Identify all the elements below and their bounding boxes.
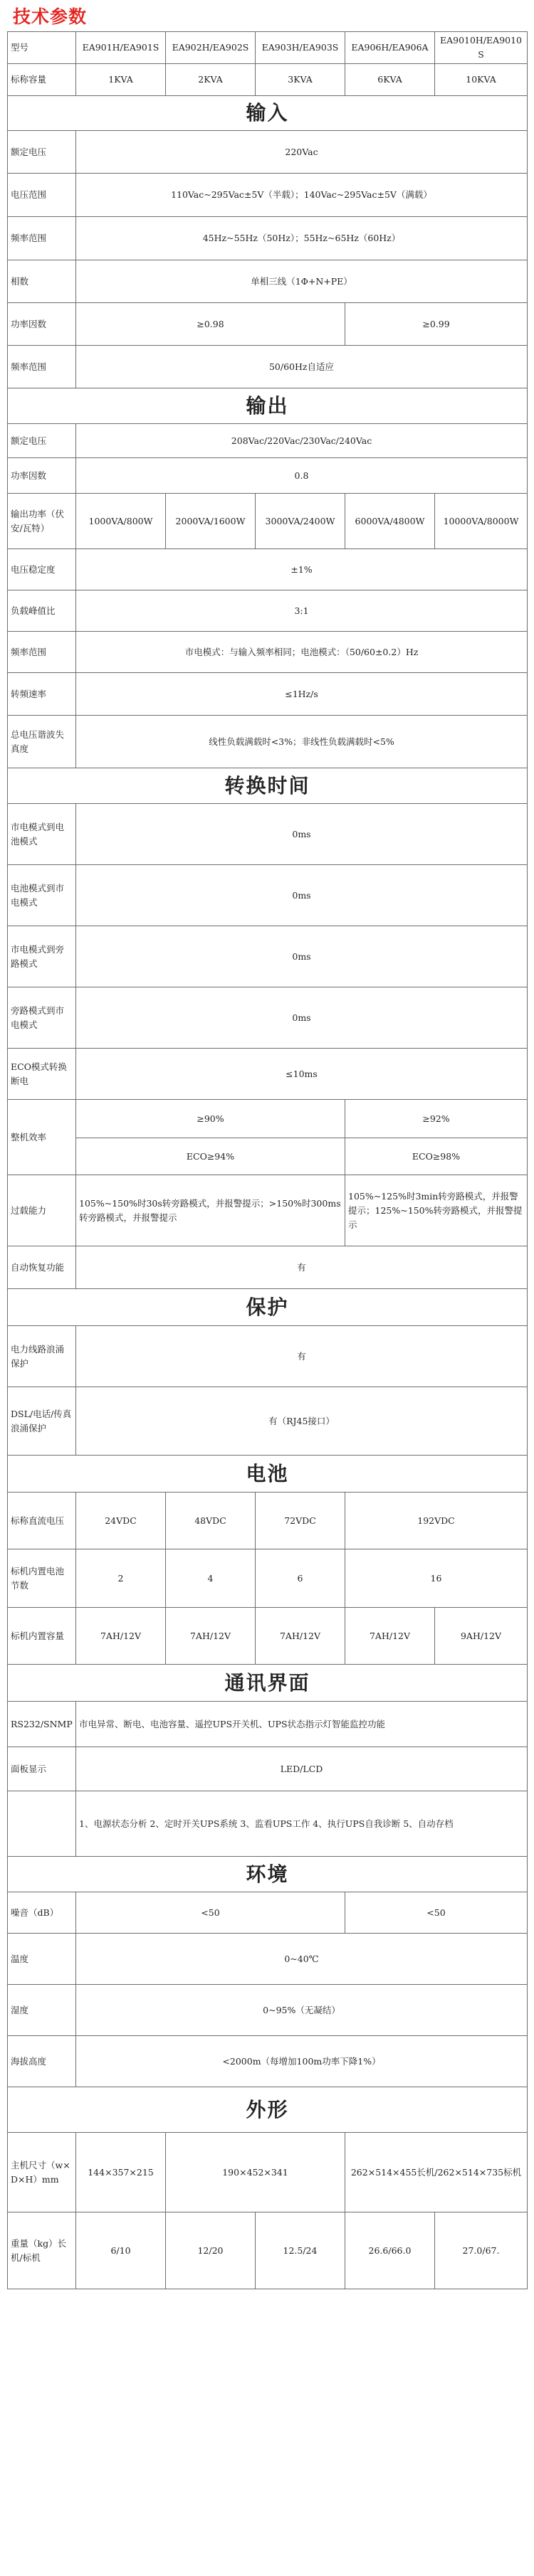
row-value: 105%~125%时3min转旁路模式，并报警提示；125%~150%转旁路模式，并报警提示 <box>345 1175 528 1246</box>
spec-row <box>8 1049 528 1100</box>
spec-row <box>8 1791 528 1857</box>
model-cell: EA903H/EA903S <box>256 32 345 64</box>
row-value: <50 <box>345 1892 528 1934</box>
row-value: LED/LCD <box>76 1747 528 1791</box>
spec-row <box>8 1702 528 1747</box>
row-label: 相数 <box>8 260 76 303</box>
row-label: 市电模式到电池模式 <box>8 804 76 865</box>
row-label: 转频速率 <box>8 673 76 716</box>
spec-row <box>8 1892 528 1934</box>
row-label: 海拔高度 <box>8 2036 76 2087</box>
spec-row <box>8 424 528 458</box>
model-label: 型号 <box>8 32 76 64</box>
row-value: 7AH/12V <box>76 1608 166 1665</box>
row-value: 105%~150%时30s转旁路模式，并报警提示；>150%时300ms转旁路模式，并报警提示 <box>76 1175 345 1246</box>
spec-row <box>8 716 528 768</box>
row-label: 电力线路浪涌保护 <box>8 1326 76 1387</box>
spec-row <box>8 303 528 346</box>
spec-row <box>8 987 528 1049</box>
spec-row <box>8 1387 528 1456</box>
row-value: 110Vac~295Vac±5V（半载）；140Vac~295Vac±5V（满载） <box>76 174 528 217</box>
row-label: 电压稳定度 <box>8 549 76 590</box>
row-value: ECO≥98% <box>345 1138 528 1175</box>
section-heading-environment <box>8 1857 528 1892</box>
section-heading-transfer <box>8 768 528 804</box>
row-label: 负载峰值比 <box>8 590 76 632</box>
row-value: ≥0.99 <box>345 303 528 346</box>
spec-row <box>8 1549 528 1608</box>
row-label: 自动恢复功能 <box>8 1246 76 1289</box>
row-value: 6 <box>256 1549 345 1608</box>
row-value: 有（RJ45接口） <box>76 1387 528 1456</box>
spec-row <box>8 458 528 494</box>
spec-row <box>8 494 528 549</box>
model-row <box>8 32 528 64</box>
row-value: 7AH/12V <box>345 1608 435 1665</box>
row-value: 3:1 <box>76 590 528 632</box>
row-label: 标机内置容量 <box>8 1608 76 1665</box>
row-value: 144×357×215 <box>76 2133 166 2212</box>
row-value: 12.5/24 <box>256 2212 345 2289</box>
spec-row <box>8 1747 528 1791</box>
spec-row <box>8 1138 528 1175</box>
model-cell: EA906H/EA906A <box>345 32 435 64</box>
row-label: RS232/SNMP <box>8 1702 76 1747</box>
row-value: 72VDC <box>256 1493 345 1549</box>
row-value: 50/60Hz自适应 <box>76 346 528 388</box>
spec-table <box>7 31 528 2289</box>
row-value: 192VDC <box>345 1493 528 1549</box>
row-label: 湿度 <box>8 1985 76 2036</box>
row-label: 主机尺寸（w×D×H）mm <box>8 2133 76 2212</box>
row-value: 9AH/12V <box>435 1608 528 1665</box>
spec-row <box>8 590 528 632</box>
row-value: ≥92% <box>345 1100 528 1138</box>
row-value: 220Vac <box>76 131 528 174</box>
row-value: 3000VA/2400W <box>256 494 345 549</box>
section-title: 通讯界面 <box>8 1665 528 1702</box>
row-value: 1、电源状态分析 2、定时开关UPS系统 3、监看UPS工作 4、执行UPS自我诊断 5、自动存档 <box>76 1791 528 1857</box>
capacity-label: 标称容量 <box>8 64 76 96</box>
spec-row <box>8 673 528 716</box>
spec-row <box>8 2133 528 2212</box>
row-value: 6000VA/4800W <box>345 494 435 549</box>
spec-row <box>8 632 528 673</box>
spec-row <box>8 804 528 865</box>
spec-row <box>8 1985 528 2036</box>
row-value: ±1% <box>76 549 528 590</box>
row-label: 标机内置电池节数 <box>8 1549 76 1608</box>
row-value: ECO≥94% <box>76 1138 345 1175</box>
section-heading-output <box>8 388 528 424</box>
row-value: 1000VA/800W <box>76 494 166 549</box>
row-value: 16 <box>345 1549 528 1608</box>
row-label: 旁路模式到市电模式 <box>8 987 76 1049</box>
row-value: 262×514×455长机/262×514×735标机 <box>345 2133 528 2212</box>
capacity-row <box>8 64 528 96</box>
row-value: 0ms <box>76 865 528 926</box>
spec-row <box>8 131 528 174</box>
section-heading-protection <box>8 1289 528 1326</box>
row-label: DSL/电话/传真浪涌保护 <box>8 1387 76 1456</box>
row-label: 过载能力 <box>8 1175 76 1246</box>
spec-row <box>8 1326 528 1387</box>
row-value: 0ms <box>76 987 528 1049</box>
row-value: 2 <box>76 1549 166 1608</box>
row-value: <50 <box>76 1892 345 1934</box>
spec-row <box>8 1175 528 1246</box>
capacity-cell: 3KVA <box>256 64 345 96</box>
row-value: 线性负载满载时<3%；非线性负载满载时<5% <box>76 716 528 768</box>
row-label: 额定电压 <box>8 424 76 458</box>
spec-row <box>8 1246 528 1289</box>
row-value: 有 <box>76 1246 528 1289</box>
spec-row <box>8 1608 528 1665</box>
spec-row <box>8 1100 528 1138</box>
row-value: 27.0/67. <box>435 2212 528 2289</box>
row-label: 温度 <box>8 1934 76 1985</box>
page-title: 技术参数 <box>13 6 88 27</box>
spec-row <box>8 346 528 388</box>
row-value: ≤10ms <box>76 1049 528 1100</box>
capacity-cell: 2KVA <box>166 64 256 96</box>
row-value: 市电异常、断电、电池容量、遥控UPS开关机、UPS状态指示灯智能监控功能 <box>76 1702 528 1747</box>
spec-row <box>8 926 528 987</box>
row-label: 功率因数 <box>8 458 76 494</box>
row-value: 市电模式：与输入频率相同；电池模式：（50/60±0.2）Hz <box>76 632 528 673</box>
row-label: 电压范围 <box>8 174 76 217</box>
section-heading-input <box>8 96 528 131</box>
row-value: <2000m（每增加100m功率下降1%） <box>76 2036 528 2087</box>
section-title: 外形 <box>8 2087 528 2133</box>
row-label: 噪音（dB） <box>8 1892 76 1934</box>
row-value: 45Hz~55Hz（50Hz）；55Hz~65Hz（60Hz） <box>76 217 528 260</box>
row-label: 整机效率 <box>8 1100 76 1175</box>
spec-row <box>8 1934 528 1985</box>
row-label <box>8 1791 76 1857</box>
row-value: 208Vac/220Vac/230Vac/240Vac <box>76 424 528 458</box>
capacity-cell: 1KVA <box>76 64 166 96</box>
spec-row <box>8 260 528 303</box>
row-label: 市电模式到旁路模式 <box>8 926 76 987</box>
row-value: 26.6/66.0 <box>345 2212 435 2289</box>
row-value: ≤1Hz/s <box>76 673 528 716</box>
row-value: 4 <box>166 1549 256 1608</box>
row-value: 0ms <box>76 926 528 987</box>
spec-row <box>8 865 528 926</box>
row-label: 电池模式到市电模式 <box>8 865 76 926</box>
row-label: 频率范围 <box>8 346 76 388</box>
spec-row <box>8 217 528 260</box>
model-cell: EA902H/EA902S <box>166 32 256 64</box>
row-value: 6/10 <box>76 2212 166 2289</box>
row-value: 190×452×341 <box>166 2133 345 2212</box>
row-value: 0~40℃ <box>76 1934 528 1985</box>
row-value: 0~95%（无凝结） <box>76 1985 528 2036</box>
capacity-cell: 10KVA <box>435 64 528 96</box>
section-heading-appearance <box>8 2087 528 2133</box>
row-value: 有 <box>76 1326 528 1387</box>
row-label: 频率范围 <box>8 217 76 260</box>
row-value: 7AH/12V <box>166 1608 256 1665</box>
row-label: 总电压谐波失真度 <box>8 716 76 768</box>
section-title: 输出 <box>8 388 528 424</box>
model-cell: EA9010H/EA9010S <box>435 32 528 64</box>
row-label: 标称直流电压 <box>8 1493 76 1549</box>
section-title: 输入 <box>8 96 528 131</box>
row-label: ECO模式转换断电 <box>8 1049 76 1100</box>
section-title: 转换时间 <box>8 768 528 804</box>
spec-row <box>8 549 528 590</box>
capacity-cell: 6KVA <box>345 64 435 96</box>
row-label: 额定电压 <box>8 131 76 174</box>
section-title: 电池 <box>8 1456 528 1493</box>
row-value: 7AH/12V <box>256 1608 345 1665</box>
spec-row <box>8 174 528 217</box>
row-value: 0.8 <box>76 458 528 494</box>
section-heading-battery <box>8 1456 528 1493</box>
row-value: 10000VA/8000W <box>435 494 528 549</box>
row-label: 功率因数 <box>8 303 76 346</box>
row-value: 0ms <box>76 804 528 865</box>
row-value: 48VDC <box>166 1493 256 1549</box>
section-heading-communication <box>8 1665 528 1702</box>
row-value: ≥90% <box>76 1100 345 1138</box>
row-label: 输出功率（伏安/瓦特） <box>8 494 76 549</box>
row-value: 12/20 <box>166 2212 256 2289</box>
row-label: 频率范围 <box>8 632 76 673</box>
section-title: 保护 <box>8 1289 528 1326</box>
spec-row <box>8 2036 528 2087</box>
row-value: 24VDC <box>76 1493 166 1549</box>
model-cell: EA901H/EA901S <box>76 32 166 64</box>
section-title: 环境 <box>8 1857 528 1892</box>
row-value: ≥0.98 <box>76 303 345 346</box>
spec-row <box>8 2212 528 2289</box>
row-value: 单相三线（1Φ+N+PE） <box>76 260 528 303</box>
spec-row <box>8 1493 528 1549</box>
row-value: 2000VA/1600W <box>166 494 256 549</box>
row-label: 重量（kg）长机/标机 <box>8 2212 76 2289</box>
row-label: 面板显示 <box>8 1747 76 1791</box>
